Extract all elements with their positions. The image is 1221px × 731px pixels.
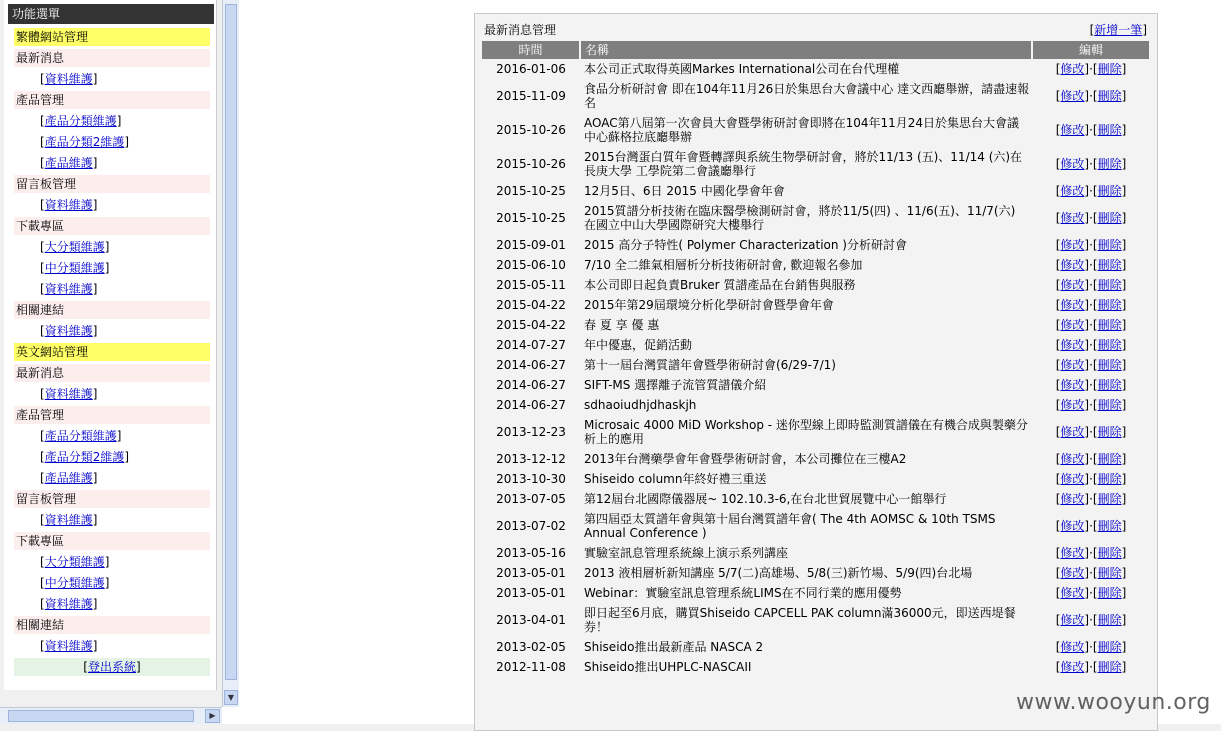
delete-link[interactable]: 刪除 (1097, 89, 1122, 103)
table-header-row (482, 41, 1150, 59)
news-title: 春 夏 享 優 惠 (584, 318, 660, 332)
menu-sub-item: [大分類維護] (40, 240, 110, 254)
delete-link[interactable]: 刪除 (1097, 546, 1122, 560)
delete-link[interactable]: 刪除 (1097, 378, 1122, 392)
menu-category: 下載專區 (14, 532, 210, 550)
delete-link[interactable]: 刪除 (1097, 157, 1122, 171)
news-title: 第十一屆台灣質譜年會暨學術研討會(6/29-7/1) (584, 358, 836, 372)
news-title: 即日起至6月底，購買Shiseido CAPCELL PAK column滿36000元，即送西堤餐券！ (584, 606, 1016, 634)
menu-category: 最新消息 (14, 49, 210, 67)
table-row (482, 449, 1150, 469)
edit-link[interactable]: 修改 (1060, 338, 1085, 352)
news-actions: [修改]·[刪除] (1055, 398, 1127, 412)
menu-link[interactable]: 資料維護 (44, 639, 93, 653)
edit-link[interactable]: 修改 (1060, 298, 1085, 312)
menu-sub-item: [資料維護] (40, 513, 98, 527)
edit-link[interactable]: 修改 (1060, 358, 1085, 372)
menu-sub-item: [產品分類維護] (40, 114, 122, 128)
table-row (482, 113, 1150, 147)
menu-category: 最新消息 (14, 364, 210, 382)
vertical-scrollbar[interactable] (222, 0, 239, 707)
news-date: 2013-05-01 (496, 566, 566, 580)
menu-link[interactable]: 資料維護 (44, 198, 93, 212)
edit-link[interactable]: 修改 (1060, 613, 1085, 627)
news-title: 2015台灣蛋白質年會暨轉譯與系統生物學研討會，將於11/13 (五)、11/14 (六)在長庚大學 工學院第二會議廳舉行 (584, 150, 1023, 178)
table-row (482, 657, 1150, 677)
menu-link[interactable]: 產品維護 (44, 471, 93, 485)
menu-link[interactable]: 大分類維護 (44, 555, 105, 569)
edit-link[interactable]: 修改 (1060, 472, 1085, 486)
edit-link[interactable]: 修改 (1060, 378, 1085, 392)
news-actions: [修改]·[刪除] (1055, 378, 1127, 392)
delete-link[interactable]: 刪除 (1097, 238, 1122, 252)
news-actions: [修改]·[刪除] (1055, 258, 1127, 272)
news-table (482, 41, 1151, 677)
menu-sub-item: [產品分類維護] (40, 429, 122, 443)
edit-link[interactable]: 修改 (1060, 318, 1085, 332)
menu-sub-item: [中分類維護] (40, 261, 110, 275)
menu-link[interactable]: 中分類維護 (44, 576, 105, 590)
menu-sub-item: [資料維護] (40, 198, 98, 212)
table-row (482, 637, 1150, 657)
news-title: Webinar：實驗室訊息管理系統LIMS在不同行業的應用優勢 (584, 586, 902, 600)
delete-link[interactable]: 刪除 (1097, 425, 1122, 439)
news-date: 2013-12-12 (496, 452, 566, 466)
news-actions: [修改]·[刪除] (1055, 278, 1127, 292)
news-actions: [修改]·[刪除] (1055, 123, 1127, 137)
edit-link[interactable]: 修改 (1060, 586, 1085, 600)
logout-row: [登出系統] (14, 658, 210, 676)
add-new-link[interactable]: 新增一筆 (1094, 23, 1143, 37)
table-row (482, 315, 1150, 335)
menu-link[interactable]: 資料維護 (44, 513, 93, 527)
news-title: 2015 高分子特性( Polymer Characterization )分析研討會 (584, 238, 907, 252)
news-actions: [修改]·[刪除] (1055, 640, 1127, 654)
news-actions: [修改]·[刪除] (1055, 492, 1127, 506)
edit-link[interactable]: 修改 (1060, 211, 1085, 225)
news-date: 2014-06-27 (496, 398, 566, 412)
table-row (482, 295, 1150, 315)
delete-link[interactable]: 刪除 (1097, 338, 1122, 352)
news-date: 2012-11-08 (496, 660, 566, 674)
table-row (482, 415, 1150, 449)
delete-link[interactable]: 刪除 (1097, 62, 1122, 76)
left-menu-frame (0, 0, 222, 707)
delete-link[interactable]: 刪除 (1097, 519, 1122, 533)
edit-link[interactable]: 修改 (1060, 660, 1085, 674)
news-date: 2013-02-05 (496, 640, 566, 654)
menu-category: 留言板管理 (14, 490, 210, 508)
news-actions: [修改]·[刪除] (1055, 613, 1127, 627)
edit-link[interactable]: 修改 (1060, 184, 1085, 198)
menu-link[interactable]: 資料維護 (44, 282, 93, 296)
news-title: 2015質譜分析技術在臨床醫學檢測研討會，將於11/5(四) 、11/6(五)、11/7(六) 在國立中山大學國際研究大樓舉行 (584, 204, 1016, 232)
menu-sub-item: [產品分類2維護] (40, 450, 130, 464)
menu-sub-item: [產品分類2維護] (40, 135, 130, 149)
news-date: 2013-07-02 (496, 519, 566, 533)
table-row (482, 275, 1150, 295)
menu-link[interactable]: 產品維護 (44, 156, 93, 170)
news-title: 12月5日、6日 2015 中國化學會年會 (584, 184, 785, 198)
news-actions: [修改]·[刪除] (1055, 586, 1127, 600)
horizontal-scrollbar[interactable] (0, 707, 222, 724)
menu-sub-item: [資料維護] (40, 639, 98, 653)
menu-sub-item: [大分類維護] (40, 555, 110, 569)
news-date: 2015-06-10 (496, 258, 566, 272)
news-actions: [修改]·[刪除] (1055, 546, 1127, 560)
table-row (482, 603, 1150, 637)
news-title: Microsaic 4000 MiD Workshop - 迷你型線上即時監測質譜儀在有機合成與製藥分析上的應用 (584, 418, 1028, 446)
news-actions: [修改]·[刪除] (1055, 358, 1127, 372)
news-actions: [修改]·[刪除] (1055, 566, 1127, 580)
table-row (482, 235, 1150, 255)
news-date: 2015-10-25 (496, 184, 566, 198)
news-title: 7/10 全二維氣相層析分析技術研討會, 歡迎報名參加 (584, 258, 863, 272)
menu-site-header: 英文網站管理 (14, 343, 210, 361)
panel-title: 最新消息管理 (484, 23, 557, 37)
delete-link[interactable]: 刪除 (1097, 640, 1122, 654)
menu-sub-item: [資料維護] (40, 387, 98, 401)
news-date: 2015-10-25 (496, 211, 566, 225)
news-actions: [修改]·[刪除] (1055, 519, 1127, 533)
edit-link[interactable]: 修改 (1060, 89, 1085, 103)
horizontal-scroll-thumb[interactable] (8, 710, 194, 722)
news-actions: [修改]·[刪除] (1055, 452, 1127, 466)
menu-category: 相關連結 (14, 301, 210, 319)
table-row (482, 583, 1150, 603)
menu-site-header: 繁體網站管理 (14, 28, 210, 46)
news-actions: [修改]·[刪除] (1055, 472, 1127, 486)
edit-link[interactable]: 修改 (1060, 566, 1085, 580)
menu-category: 下載專區 (14, 217, 210, 235)
delete-link[interactable]: 刪除 (1097, 452, 1122, 466)
edit-link[interactable]: 修改 (1060, 492, 1085, 506)
news-title: 本公司即日起負責Bruker 質譜產品在台銷售與服務 (584, 278, 856, 292)
news-date: 2013-05-16 (496, 546, 566, 560)
edit-link[interactable]: 修改 (1060, 546, 1085, 560)
table-row (482, 335, 1150, 355)
news-title: 食品分析研討會 即在104年11月26日於集思台大會議中心 達文西廳舉辦，請盡速報名 (584, 82, 1030, 110)
menu-link[interactable]: 中分類維護 (44, 261, 105, 275)
delete-link[interactable]: 刪除 (1097, 211, 1122, 225)
news-actions: [修改]·[刪除] (1055, 425, 1127, 439)
news-title: 2015年第29屆環境分析化學研討會暨學會年會 (584, 298, 834, 312)
news-actions: [修改]·[刪除] (1055, 318, 1127, 332)
news-date: 2013-07-05 (496, 492, 566, 506)
news-date: 2015-10-26 (496, 157, 566, 171)
scroll-right-arrow-icon[interactable]: ▶ (205, 709, 220, 723)
column-header-time: 時間 (482, 41, 580, 59)
news-date: 2015-04-22 (496, 298, 566, 312)
menu-sub-item: [產品維護] (40, 156, 98, 170)
table-row (482, 563, 1150, 583)
news-title: 實驗室訊息管理系統線上演示系列講座 (584, 546, 789, 560)
table-row (482, 355, 1150, 375)
menu-link[interactable]: 產品分類維護 (44, 429, 117, 443)
menu-category: 相關連結 (14, 616, 210, 634)
menu-link[interactable]: 資料維護 (44, 324, 93, 338)
news-management-panel (474, 13, 1158, 731)
table-row (482, 79, 1150, 113)
table-row (482, 543, 1150, 563)
edit-link[interactable]: 修改 (1060, 238, 1085, 252)
edit-link[interactable]: 修改 (1060, 398, 1085, 412)
news-date: 2014-07-27 (496, 338, 566, 352)
delete-link[interactable]: 刪除 (1097, 398, 1122, 412)
vertical-scroll-thumb[interactable] (225, 4, 237, 680)
news-date: 2014-06-27 (496, 358, 566, 372)
news-actions: [修改]·[刪除] (1055, 298, 1127, 312)
scroll-down-arrow-icon[interactable]: ▼ (224, 690, 238, 705)
news-title: 2013 液相層析新知講座 5/7(二)高雄場、5/8(三)新竹場、5/9(四)台北場 (584, 566, 973, 580)
table-row (482, 147, 1150, 181)
delete-link[interactable]: 刪除 (1097, 566, 1122, 580)
news-date: 2015-09-01 (496, 238, 566, 252)
delete-link[interactable]: 刪除 (1097, 318, 1122, 332)
edit-link[interactable]: 修改 (1060, 62, 1085, 76)
edit-link[interactable]: 修改 (1060, 519, 1085, 533)
column-header-edit: 編輯 (1032, 41, 1150, 59)
table-row (482, 469, 1150, 489)
edit-link[interactable]: 修改 (1060, 425, 1085, 439)
news-date: 2013-04-01 (496, 613, 566, 627)
menu-sub-item: [資料維護] (40, 324, 98, 338)
menu-title: 功能選單 (8, 4, 214, 24)
column-header-name: 名稱 (580, 41, 1032, 59)
menu-category: 產品管理 (14, 91, 210, 109)
news-date: 2013-12-23 (496, 425, 566, 439)
delete-link[interactable]: 刪除 (1097, 278, 1122, 292)
news-actions: [修改]·[刪除] (1055, 238, 1127, 252)
delete-link[interactable]: 刪除 (1097, 184, 1122, 198)
menu-link[interactable]: 產品分類2維護 (44, 135, 125, 149)
menu-link[interactable]: 資料維護 (44, 72, 93, 86)
table-row (482, 395, 1150, 415)
table-row (482, 59, 1150, 79)
edit-link[interactable]: 修改 (1060, 157, 1085, 171)
menu-link[interactable]: 資料維護 (44, 387, 93, 401)
menu-sub-item: [中分類維護] (40, 576, 110, 590)
news-date: 2014-06-27 (496, 378, 566, 392)
table-row (482, 255, 1150, 275)
news-date: 2015-10-26 (496, 123, 566, 137)
news-actions: [修改]·[刪除] (1055, 211, 1127, 225)
table-row (482, 375, 1150, 395)
news-actions: [修改]·[刪除] (1055, 62, 1127, 76)
delete-link[interactable]: 刪除 (1097, 660, 1122, 674)
news-title: AOAC第八屆第一次會員大會暨學術研討會即將在104年11月24日於集思台大會議中心蘇格拉底廳舉辦 (584, 116, 1020, 144)
news-date: 2015-11-09 (496, 89, 566, 103)
menu-sub-item: [產品維護] (40, 471, 98, 485)
menu-sub-item: [資料維護] (40, 72, 98, 86)
left-menu-panel (4, 0, 217, 690)
news-date: 2015-04-22 (496, 318, 566, 332)
news-title: SIFT-MS 選擇離子流管質譜儀介紹 (584, 378, 767, 392)
news-actions: [修改]·[刪除] (1055, 184, 1127, 198)
menu-sub-item: [資料維護] (40, 282, 98, 296)
menu-link[interactable]: 資料維護 (44, 597, 93, 611)
news-title: 年中優惠，促銷活動 (584, 338, 693, 352)
watermark: www.wooyun.org (1016, 690, 1211, 715)
news-title: Shiseido推出UHPLC-NASCAII (584, 660, 752, 674)
logout-link[interactable]: 登出系統 (87, 660, 136, 674)
table-row (482, 201, 1150, 235)
news-actions: [修改]·[刪除] (1055, 157, 1127, 171)
news-title: 本公司正式取得英國Markes International公司在台代理權 (584, 62, 900, 76)
menu-sub-item: [資料維護] (40, 597, 98, 611)
table-row (482, 181, 1150, 201)
news-date: 2016-01-06 (496, 62, 566, 76)
news-actions: [修改]·[刪除] (1055, 89, 1127, 103)
delete-link[interactable]: 刪除 (1097, 492, 1122, 506)
delete-link[interactable]: 刪除 (1097, 298, 1122, 312)
edit-link[interactable]: 修改 (1060, 452, 1085, 466)
news-title: 2013年台灣藥學會年會暨學術研討會，本公司攤位在三樓A2 (584, 452, 907, 466)
news-actions: [修改]·[刪除] (1055, 660, 1127, 674)
delete-link[interactable]: 刪除 (1097, 472, 1122, 486)
table-row (482, 489, 1150, 509)
delete-link[interactable]: 刪除 (1097, 123, 1122, 137)
menu-category: 留言板管理 (14, 175, 210, 193)
delete-link[interactable]: 刪除 (1097, 586, 1122, 600)
edit-link[interactable]: 修改 (1060, 258, 1085, 272)
news-title: 第12屆台北國際儀器展~ 102.10.3-6,在台北世貿展覽中心一館舉行 (584, 492, 947, 506)
news-title: Shiseido column年終好禮三重送 (584, 472, 767, 486)
menu-link[interactable]: 大分類維護 (44, 240, 105, 254)
delete-link[interactable]: 刪除 (1097, 613, 1122, 627)
menu-link[interactable]: 產品分類維護 (44, 114, 117, 128)
news-title: Shiseido推出最新產品 NASCA 2 (584, 640, 764, 654)
news-date: 2013-10-30 (496, 472, 566, 486)
news-actions: [修改]·[刪除] (1055, 338, 1127, 352)
delete-link[interactable]: 刪除 (1097, 258, 1122, 272)
edit-link[interactable]: 修改 (1060, 640, 1085, 654)
edit-link[interactable]: 修改 (1060, 278, 1085, 292)
news-date: 2013-05-01 (496, 586, 566, 600)
table-row (482, 509, 1150, 543)
delete-link[interactable]: 刪除 (1097, 358, 1122, 372)
news-title: sdhaoiudhjdhaskjh (584, 398, 697, 412)
menu-link[interactable]: 產品分類2維護 (44, 450, 125, 464)
edit-link[interactable]: 修改 (1060, 123, 1085, 137)
news-title: 第四屆亞太質譜年會與第十屆台灣質譜年會( The 4th AOMSC & 10th TSMS Annual Conference ) (584, 512, 996, 540)
news-date: 2015-05-11 (496, 278, 566, 292)
menu-category: 產品管理 (14, 406, 210, 424)
add-new-control: [新增一筆] (1089, 23, 1147, 37)
